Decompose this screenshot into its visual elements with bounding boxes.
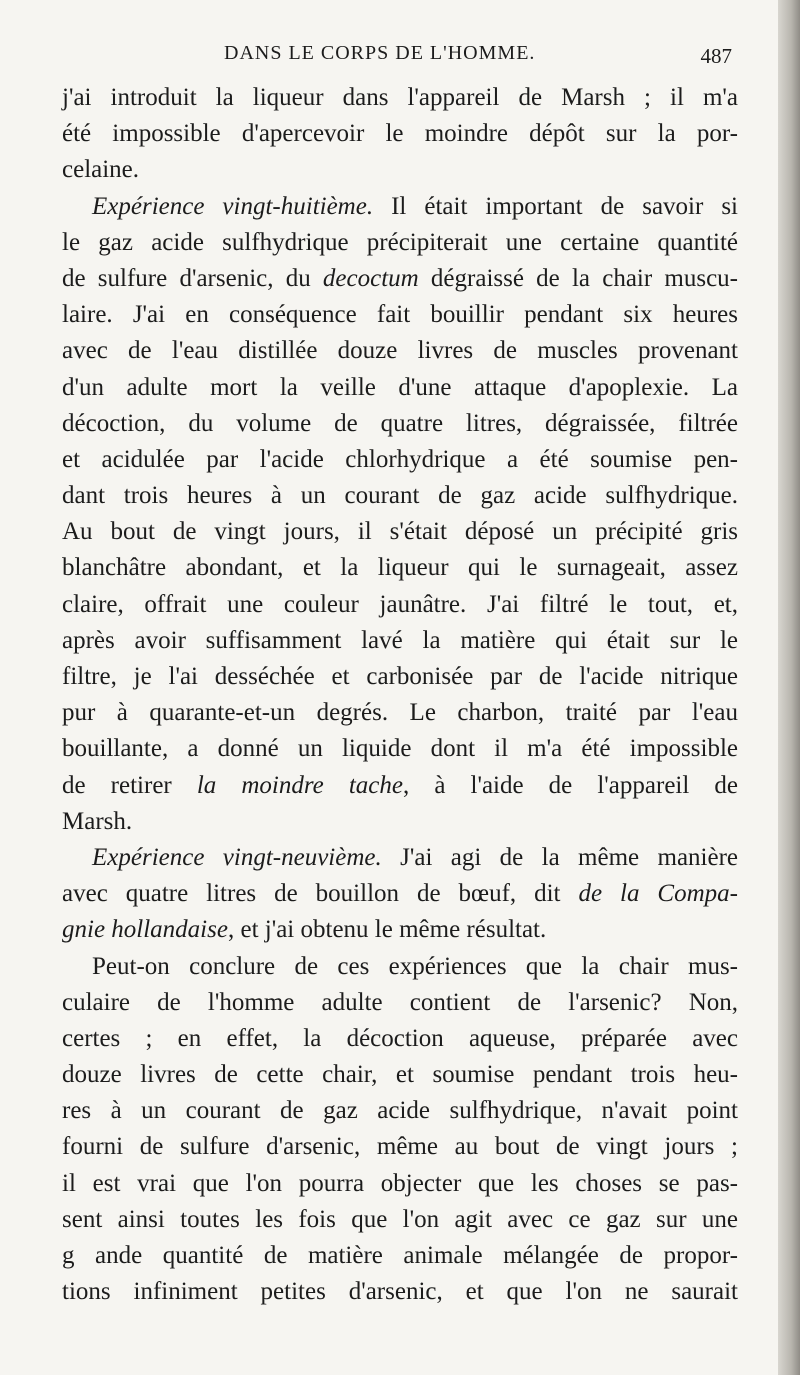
text-line <box>62 695 738 731</box>
text-segment: avec de l'eau distillée douze livres de muscles provenant <box>62 337 738 365</box>
text-line <box>62 225 738 261</box>
text-line <box>62 297 738 333</box>
text-segment: fourni de sulfure d'arsenic, même au bout de vingt jours ; <box>62 1133 738 1161</box>
text-line <box>62 80 738 116</box>
running-head: DANS LE CORPS DE L'HOMME. <box>224 42 536 64</box>
text-line <box>62 768 738 804</box>
text-line <box>62 550 738 586</box>
text-line <box>62 116 738 152</box>
text-segment: laire. J'ai en conséquence fait bouillir pendant six heures <box>62 301 738 329</box>
italic-text: gnie hollandaise <box>62 916 228 944</box>
italic-text: Expérience vingt-neuvième. <box>92 843 382 871</box>
text-segment: et acidulée par l'acide chlorhydrique a été soumise pen- <box>62 445 738 473</box>
page-edge-shadow <box>778 0 800 1375</box>
text-line <box>62 985 738 1021</box>
text-segment: de sulfure d'arsenic, du <box>62 264 323 292</box>
text-segment: J'ai agi de la même manière <box>381 843 739 871</box>
text-line <box>62 1202 738 1238</box>
text-segment: été impossible d'apercevoir le moindre dépôt sur la por- <box>62 120 738 148</box>
text-line <box>62 406 738 442</box>
text-line <box>62 442 738 478</box>
text-segment: Il était important de savoir si <box>373 192 739 220</box>
text-segment: j'ai introduit la liqueur dans l'appareil de Marsh ; il m'a <box>62 84 738 111</box>
text-segment: sent ainsi toutes les fois que l'on agit avec ce gaz sur une <box>62 1205 738 1233</box>
text-segment: après avoir suffisamment lavé la matière qui était sur le <box>62 626 738 654</box>
text-segment: le gaz acide sulfhydrique précipiterait une certaine quantité <box>62 228 738 256</box>
text-line <box>62 1238 738 1274</box>
text-line <box>62 912 738 948</box>
text-line <box>62 1021 738 1057</box>
text-segment: douze livres de cette chair, et soumise pendant trois heu- <box>62 1061 738 1089</box>
text-segment: Peut-on conclure de ces expériences que la chair mus- <box>92 952 738 980</box>
text-segment: bouillante, a donné un liquide dont il m'a été impossible <box>62 735 738 763</box>
text-segment: décoction, du volume de quatre litres, dégraissée, filtrée <box>62 409 738 437</box>
text-segment: blanchâtre abondant, et la liqueur qui le surnageait, assez <box>62 554 738 582</box>
text-segment: celaine. <box>62 156 140 184</box>
text-line <box>62 731 738 767</box>
text-segment: culaire de l'homme adulte contient de l'arsenic? Non, <box>62 988 738 1016</box>
text-segment: filtre, je l'ai desséchée et carbonisée par de l'acide nitrique <box>62 663 738 690</box>
page-number: 487 <box>700 44 732 68</box>
italic-text: decoctum <box>322 264 419 292</box>
text-segment: Marsh. <box>62 807 133 835</box>
italic-text: Expérience vingt-huitième. <box>92 192 374 220</box>
text-line <box>62 1274 738 1310</box>
text-segment: Au bout de vingt jours, il s'était déposé un précipité gris <box>62 518 738 546</box>
text-line <box>62 587 738 623</box>
text-segment: il est vrai que l'on pourra objecter que les choses se pas- <box>62 1169 738 1197</box>
text-body <box>62 80 738 1310</box>
text-line <box>62 478 738 514</box>
text-segment: certes ; en effet, la décoction aqueuse, préparée avec <box>62 1024 738 1052</box>
italic-text: la moindre tache <box>196 771 403 799</box>
text-line <box>62 876 738 912</box>
text-segment: dégraissé de la chair muscu- <box>418 264 739 292</box>
text-segment: claire, offrait une couleur jaunâtre. J'ai filtré le tout, et, <box>62 590 738 618</box>
text-line <box>62 804 738 840</box>
text-line <box>62 333 738 369</box>
text-line <box>62 623 738 659</box>
text-segment: , à l'aide de l'appareil de <box>402 771 738 799</box>
page-header <box>92 38 732 78</box>
italic-text: de la Compa- <box>578 880 738 908</box>
text-line <box>62 261 738 297</box>
text-segment: d'un adulte mort la veille d'une attaque d'apoplexie. La <box>62 373 738 401</box>
text-line <box>62 152 738 188</box>
text-segment: avec quatre litres de bouillon de bœuf, dit <box>62 880 579 908</box>
text-line <box>62 1093 738 1129</box>
text-line <box>62 370 738 406</box>
text-line <box>62 514 738 550</box>
text-line <box>62 1166 738 1202</box>
text-segment: de retirer <box>62 771 197 799</box>
text-line <box>62 659 738 695</box>
text-line <box>62 949 738 985</box>
text-line <box>62 840 738 876</box>
text-line <box>62 189 738 225</box>
text-segment: pur à quarante-et-un degrés. Le charbon, traité par l'eau <box>62 699 738 727</box>
text-segment: g ande quantité de matière animale mélangée de propor- <box>62 1242 738 1269</box>
text-segment: , et j'ai obtenu le même résultat. <box>227 916 547 944</box>
text-line <box>62 1057 738 1093</box>
text-segment: res à un courant de gaz acide sulfhydrique, n'avait point <box>62 1097 738 1125</box>
text-segment: dant trois heures à un courant de gaz acide sulfhydrique. <box>62 482 738 510</box>
text-line <box>62 1129 738 1165</box>
text-segment: tions infiniment petites d'arsenic, et que l'on ne saurait <box>62 1278 738 1306</box>
